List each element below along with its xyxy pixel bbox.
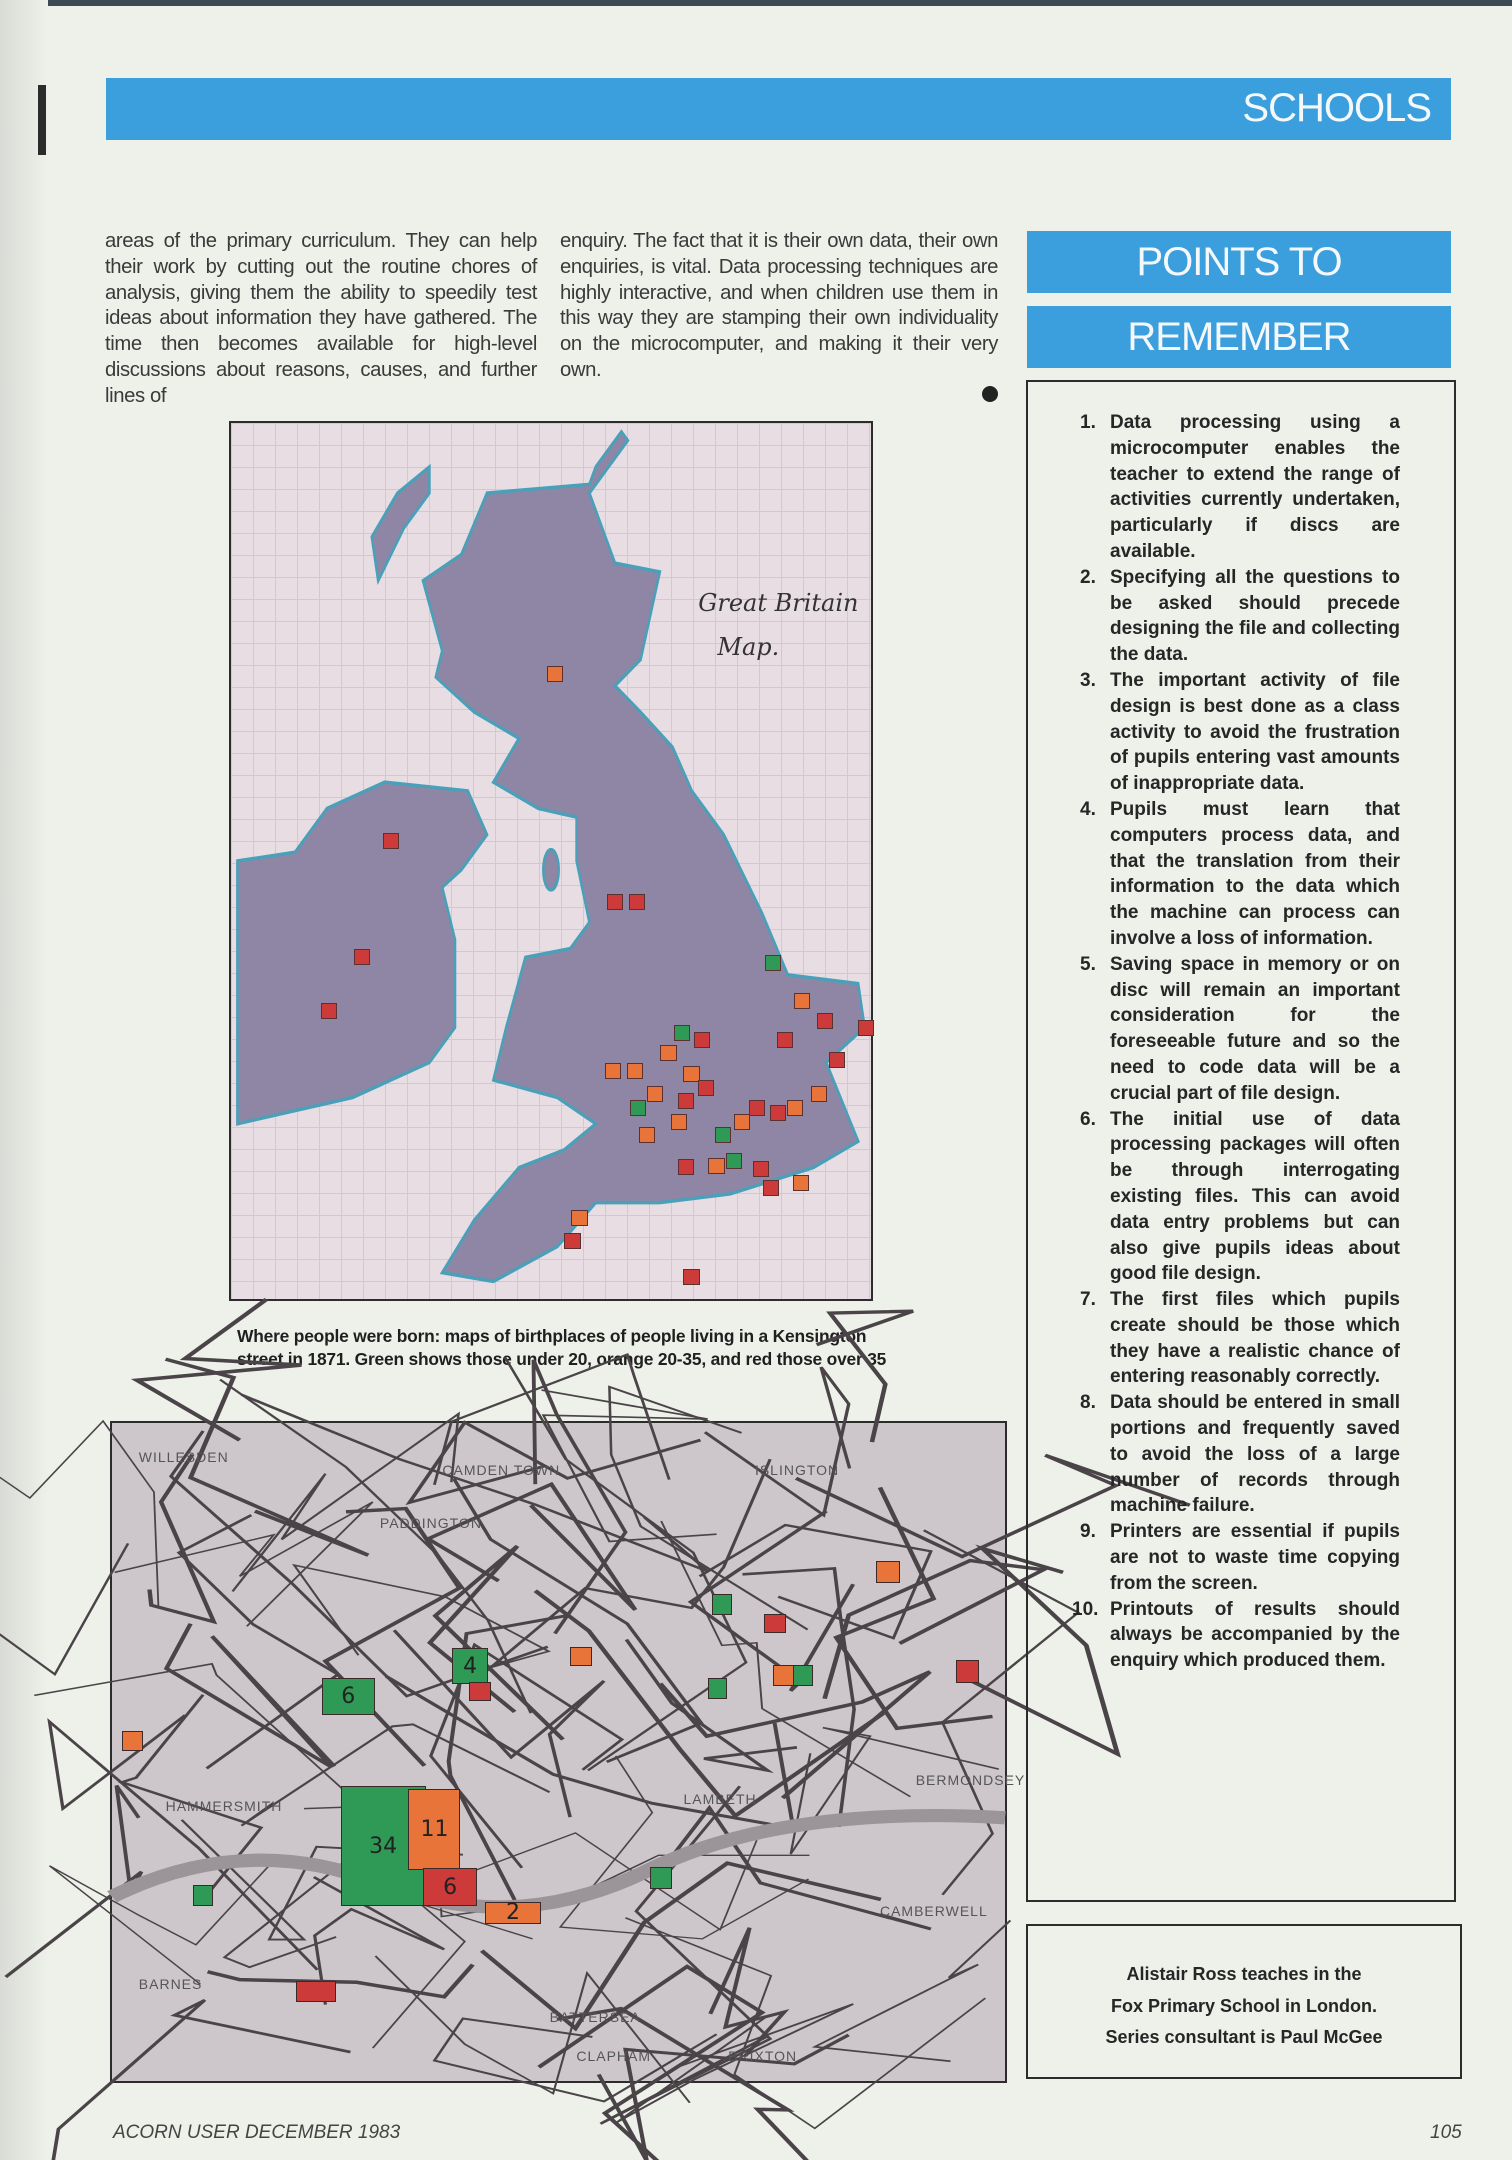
birthplace-count-block bbox=[122, 1731, 144, 1751]
birthplace-marker bbox=[678, 1159, 694, 1175]
point-text: Pupils must learn that computers process data, and that the translation from their information to the data which the machine can process can involve a loss of information. bbox=[1110, 798, 1400, 949]
point-item bbox=[1028, 1390, 1400, 1519]
section-title: SCHOOLS bbox=[1242, 86, 1431, 130]
street-line bbox=[742, 1568, 854, 1827]
point-text: Data should be entered in small portions and frequently saved to avoid the loss of a large number of records through machine failure. bbox=[1110, 1392, 1400, 1517]
birthplace-marker bbox=[571, 1210, 587, 1226]
birthplace-count-block bbox=[793, 1665, 813, 1686]
birthplace-marker bbox=[605, 1063, 621, 1079]
street-line bbox=[625, 1918, 985, 2129]
street-line bbox=[115, 1502, 373, 1626]
point-number: 6. bbox=[1080, 1108, 1096, 1130]
birthplace-marker bbox=[627, 1063, 643, 1079]
article-column-1: areas of the primary curriculum. They can help their work by cutting out the routine chores of analysis, giving them the ability to speedily test ideas about information they have gathered. The time then becomes available for high-level discussions about reasons, causes, and further lines of bbox=[105, 230, 537, 407]
footer-publication: ACORN USER DECEMBER 1983 bbox=[113, 2122, 401, 2143]
birthplace-marker bbox=[694, 1032, 710, 1048]
point-text: The initial use of data processing packages will often be through interrogating existing files. This can avoid data entry problems but can also give pupils ideas about good file design. bbox=[1110, 1108, 1400, 1285]
birthplace-count-block: 2 bbox=[485, 1902, 541, 1924]
street-line bbox=[609, 1387, 807, 1630]
street-line bbox=[791, 1728, 999, 1854]
birthplace-marker bbox=[715, 1127, 731, 1143]
birthplace-marker bbox=[671, 1114, 687, 1130]
point-number: 3. bbox=[1080, 669, 1096, 691]
birthplace-marker bbox=[726, 1153, 742, 1169]
river-thames bbox=[112, 1816, 1005, 1907]
point-number: 10. bbox=[1072, 1598, 1099, 1620]
street-line bbox=[49, 1715, 317, 1970]
birthplace-marker bbox=[564, 1233, 580, 1249]
point-item bbox=[1028, 1107, 1400, 1288]
map-place-name: LAMBETH bbox=[683, 1791, 757, 1808]
birthplace-marker bbox=[698, 1080, 714, 1096]
great-britain-landmass bbox=[423, 432, 865, 1282]
birthplace-marker bbox=[763, 1180, 779, 1196]
street-line bbox=[241, 1395, 708, 1572]
credit-line-1: Alistair Ross teaches in the bbox=[1126, 1964, 1362, 1984]
points-title-bar-1: POINTS TO bbox=[1027, 231, 1451, 293]
point-text: Saving space in memory or on disc will remain an important consideration for the foreseeable future and so the need to code data will be a crucial part of file design. bbox=[1110, 953, 1400, 1104]
birthplace-marker bbox=[383, 833, 399, 849]
birthplace-count-block bbox=[773, 1665, 795, 1686]
point-item bbox=[1028, 565, 1400, 668]
birthplace-marker bbox=[811, 1086, 827, 1102]
birthplace-count-block bbox=[764, 1614, 786, 1633]
street-line bbox=[482, 1863, 881, 2028]
birthplace-marker bbox=[630, 1100, 646, 1116]
point-item bbox=[1028, 797, 1400, 952]
birthplace-count-block bbox=[650, 1867, 672, 1889]
map-handwritten-subtitle: Map. bbox=[717, 633, 780, 662]
street-line bbox=[705, 1367, 850, 1515]
map-place-name: BATTERSEA bbox=[549, 2008, 641, 2025]
birthplace-marker bbox=[647, 1086, 663, 1102]
birthplace-marker bbox=[639, 1127, 655, 1143]
birthplace-marker bbox=[765, 955, 781, 971]
birthplace-marker bbox=[321, 1003, 337, 1019]
birthplace-marker bbox=[547, 666, 563, 682]
map-place-name: ISLINGTON bbox=[754, 1462, 840, 1479]
birthplace-count-block bbox=[469, 1682, 491, 1701]
birthplace-marker bbox=[749, 1100, 765, 1116]
section-header-bar bbox=[106, 78, 1451, 140]
page-binding-shadow bbox=[0, 0, 48, 2160]
point-item bbox=[1028, 668, 1400, 797]
birthplace-count-block bbox=[193, 1885, 213, 1906]
point-text: Data processing using a microcomputer enables the teacher to extend the range of activities currently undertaken, particularly if discs are available. bbox=[1110, 412, 1400, 562]
map-place-name: BERMONDSEY bbox=[915, 1771, 1026, 1788]
birthplace-marker bbox=[678, 1093, 694, 1109]
birthplace-marker bbox=[734, 1114, 750, 1130]
street-line bbox=[208, 1965, 473, 1997]
map-place-name: CLAPHAM bbox=[576, 2048, 652, 2065]
birthplace-marker bbox=[660, 1045, 676, 1061]
point-number: 5. bbox=[1080, 953, 1096, 975]
map-place-name: CAMDEN TOWN bbox=[442, 1462, 561, 1479]
point-item bbox=[1028, 952, 1400, 1107]
street-line bbox=[815, 1920, 1011, 2061]
street-line bbox=[558, 2009, 830, 2160]
street-line bbox=[233, 1414, 459, 1592]
birthplace-marker bbox=[674, 1025, 690, 1041]
map-handwritten-title: Great Britain bbox=[698, 589, 859, 618]
street-line bbox=[660, 1672, 930, 1798]
british-isles-outline bbox=[231, 423, 871, 1299]
birthplace-marker bbox=[829, 1052, 845, 1068]
birthplace-marker bbox=[607, 894, 623, 910]
birthplace-count-block: 34 bbox=[341, 1786, 426, 1906]
birthplace-count-block: 6 bbox=[423, 1868, 478, 1906]
great-britain-map-photo bbox=[229, 421, 873, 1301]
figure-caption: Where people were born: maps of birthplaces of people living in a Kensington street in 1871. Green shows those under 20, orange 20-35, and red those over 35 bbox=[237, 1326, 887, 1369]
birthplace-marker bbox=[777, 1032, 793, 1048]
birthplace-marker bbox=[793, 1175, 809, 1191]
map-place-name: PADDINGTON bbox=[379, 1515, 482, 1532]
birthplace-marker bbox=[629, 894, 645, 910]
birthplace-marker bbox=[858, 1020, 874, 1036]
birthplace-count-block bbox=[876, 1561, 899, 1583]
article-column-2: enquiry. The fact that it is their own data, their own enquiries, is vital. Data processing techniques are highly interactive, and when children use them in this way they are stamping their own individuality on the microcomputer, and making it their very own. bbox=[560, 230, 998, 381]
points-list bbox=[1028, 410, 1454, 1674]
hebrides-island bbox=[372, 467, 430, 581]
london-map-photo bbox=[110, 1421, 1026, 2083]
map-place-name: BRIXTON bbox=[728, 2048, 798, 2065]
page-top-edge bbox=[0, 0, 1512, 6]
birthplace-count-block bbox=[712, 1594, 732, 1615]
birthplace-marker bbox=[817, 1013, 833, 1029]
map-place-name: BARNES bbox=[138, 1975, 203, 1992]
point-number: 7. bbox=[1080, 1289, 1096, 1311]
footer-page-number: 105 bbox=[1430, 2122, 1462, 2143]
birthplace-count-block bbox=[570, 1647, 592, 1667]
point-text: Printouts of results should always be accompanied by the enquiry which produced them. bbox=[1110, 1598, 1400, 1672]
point-item bbox=[1028, 1597, 1400, 1674]
birthplace-count-block: 6 bbox=[322, 1678, 375, 1715]
points-title-bar-2: REMEMBER bbox=[1027, 306, 1451, 368]
credit-line-3: Series consultant is Paul McGee bbox=[1105, 2027, 1383, 2047]
binding-mark bbox=[38, 85, 46, 155]
map-place-name: CAMBERWELL bbox=[879, 1903, 988, 1920]
birthplace-count-block bbox=[296, 1981, 336, 2002]
point-text: Specifying all the questions to be asked should precede designing the file and collecting the data. bbox=[1110, 566, 1400, 666]
birthplace-marker bbox=[770, 1105, 786, 1121]
point-text: The first files which pupils create should be those which they have a realistic chance of entering reasonably correctly. bbox=[1110, 1289, 1400, 1388]
map-place-name: HAMMERSMITH bbox=[165, 1798, 283, 1815]
author-credits-box bbox=[1026, 1924, 1462, 2079]
map-place-name: WILLESDEN bbox=[138, 1449, 229, 1466]
birthplace-count-block: 11 bbox=[408, 1789, 460, 1871]
point-number: 4. bbox=[1080, 798, 1096, 820]
article-end-bullet bbox=[982, 386, 998, 402]
street-line bbox=[542, 1390, 717, 1541]
point-item bbox=[1028, 410, 1400, 565]
birthplace-marker bbox=[354, 949, 370, 965]
birthplace-marker bbox=[787, 1100, 803, 1116]
point-item bbox=[1028, 1519, 1400, 1596]
point-item bbox=[1028, 1287, 1400, 1390]
street-line bbox=[505, 1357, 746, 1770]
birthplace-count-block bbox=[956, 1660, 979, 1683]
isle-of-man bbox=[543, 850, 558, 890]
point-number: 8. bbox=[1080, 1392, 1096, 1414]
point-text: Printers are essential if pupils are not to waste time copying from the screen. bbox=[1110, 1521, 1400, 1594]
point-text: The important activity of file design is best done as a class activity to avoid the frustration of pupils entering vast amounts of inappropriate data. bbox=[1110, 669, 1400, 795]
credit-line-2: Fox Primary School in London. bbox=[1110, 1995, 1378, 2016]
birthplace-marker bbox=[753, 1161, 769, 1177]
birthplace-marker bbox=[708, 1158, 724, 1174]
london-street-network bbox=[112, 1423, 1005, 2081]
birthplace-count-block: 4 bbox=[452, 1648, 488, 1684]
birthplace-marker bbox=[683, 1269, 699, 1285]
birthplace-marker bbox=[794, 993, 810, 1009]
birthplace-count-block bbox=[708, 1678, 728, 1699]
point-number: 9. bbox=[1080, 1521, 1096, 1543]
points-to-remember-box bbox=[1026, 380, 1456, 1902]
point-number: 1. bbox=[1080, 412, 1096, 433]
point-number: 2. bbox=[1080, 566, 1096, 588]
